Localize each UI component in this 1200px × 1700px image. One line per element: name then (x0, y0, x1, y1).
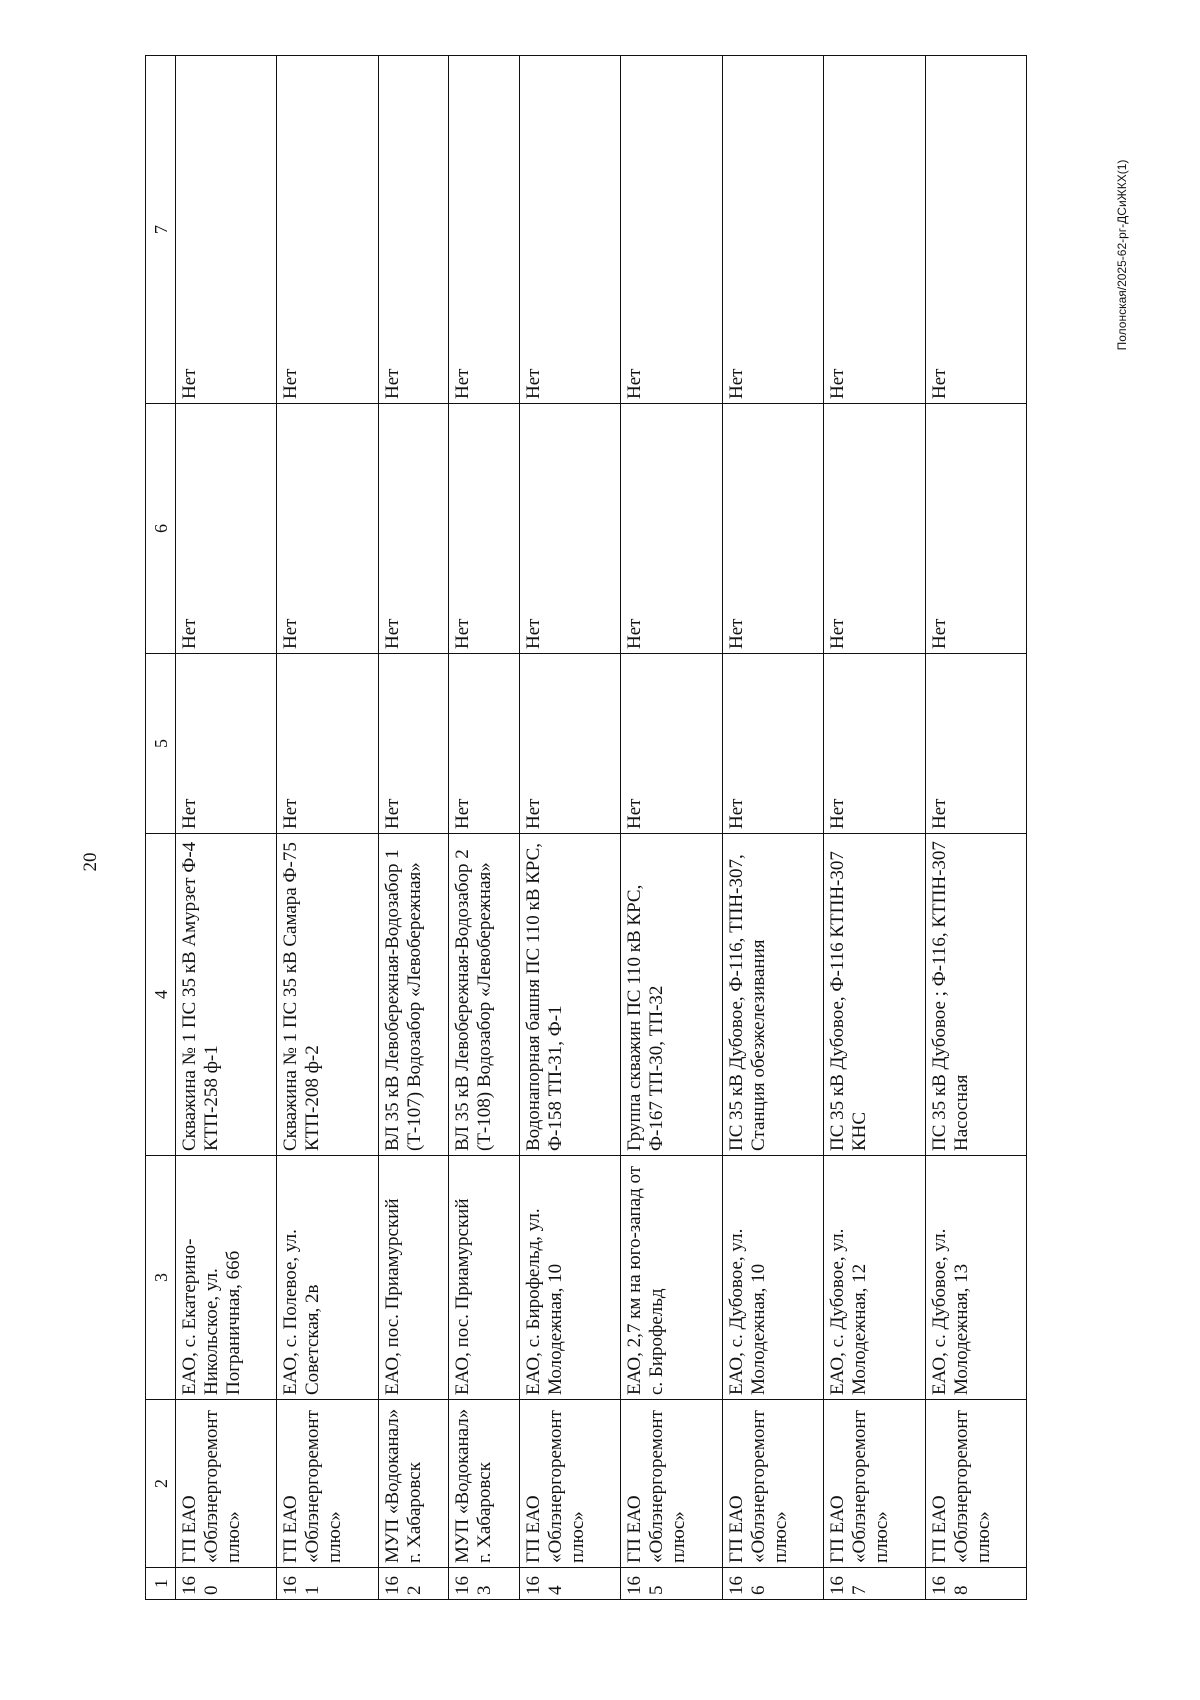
objects-table (145, 55, 1027, 1600)
column-header: 2 (146, 1400, 176, 1568)
address-cell: ЕАО, пос. Приамурский (449, 1156, 519, 1400)
row-number: 162 (378, 1568, 448, 1600)
col6-cell: Нет (176, 404, 277, 654)
row-number: 164 (519, 1568, 620, 1600)
column-header: 7 (146, 56, 176, 404)
row-number: 167 (824, 1568, 925, 1600)
col5-cell: Нет (176, 654, 277, 834)
table-row (378, 56, 448, 1600)
power-supply-cell: ПС 35 кВ Дубовое, Ф-116, ТПН-307, Станция обезжелезивания (722, 834, 823, 1156)
row-number: 165 (621, 1568, 722, 1600)
address-cell: ЕАО, с. Дубовое, ул. Молодежная, 12 (824, 1156, 925, 1400)
col5-cell: Нет (722, 654, 823, 834)
table-row (176, 56, 277, 1600)
col7-cell: Нет (176, 56, 277, 404)
column-header: 4 (146, 834, 176, 1156)
col5-cell: Нет (519, 654, 620, 834)
col6-cell: Нет (519, 404, 620, 654)
col6-cell: Нет (824, 404, 925, 654)
row-number: 166 (722, 1568, 823, 1600)
col5-cell: Нет (449, 654, 519, 834)
organization-cell: ГП ЕАО «Облэнергоремонт плюс» (277, 1400, 378, 1568)
row-number: 160 (176, 1568, 277, 1600)
address-cell: ЕАО, с. Дубовое, ул. Молодежная, 10 (722, 1156, 823, 1400)
table-row (621, 56, 722, 1600)
col7-cell: Нет (449, 56, 519, 404)
organization-cell: ГП ЕАО «Облэнергоремонт плюс» (176, 1400, 277, 1568)
col7-cell: Нет (722, 56, 823, 404)
row-number: 163 (449, 1568, 519, 1600)
address-cell: ЕАО, с. Полевое, ул. Советская, 2в (277, 1156, 378, 1400)
col6-cell: Нет (449, 404, 519, 654)
col5-cell: Нет (824, 654, 925, 834)
organization-cell: ГП ЕАО «Облэнергоремонт плюс» (925, 1400, 1027, 1568)
organization-cell: ГП ЕАО «Облэнергоремонт плюс» (519, 1400, 620, 1568)
address-cell: ЕАО, 2,7 км на юго-запад от с. Бирофельд (621, 1156, 722, 1400)
column-header: 1 (146, 1568, 176, 1600)
table-row (277, 56, 378, 1600)
address-cell: ЕАО, с. Дубовое, ул. Молодежная, 13 (925, 1156, 1027, 1400)
column-header: 6 (146, 404, 176, 654)
power-supply-cell: Водонапорная башня ПС 110 кВ КРС, Ф-158 ТП-31, Ф-1 (519, 834, 620, 1156)
document-code: Полонская/2025-62-рг-ДСиЖКХ(1) (1115, 159, 1129, 351)
table-row (824, 56, 925, 1600)
col6-cell: Нет (722, 404, 823, 654)
row-number: 161 (277, 1568, 378, 1600)
col6-cell: Нет (277, 404, 378, 654)
col6-cell: Нет (378, 404, 448, 654)
table-row (925, 56, 1027, 1600)
power-supply-cell: Группа скважин ПС 110 кВ КРС, Ф-167 ТП-30, ТП-32 (621, 834, 722, 1156)
power-supply-cell: ПС 35 кВ Дубовое ; Ф-116, КТПН-307 Насосная (925, 834, 1027, 1156)
col7-cell: Нет (824, 56, 925, 404)
col7-cell: Нет (925, 56, 1027, 404)
row-number: 168 (925, 1568, 1027, 1600)
power-supply-cell: ВЛ 35 кВ Левобережная-Водозабор 2 (Т-108) Водозабор «Левобережная» (449, 834, 519, 1156)
organization-cell: ГП ЕАО «Облэнергоремонт плюс» (824, 1400, 925, 1568)
col5-cell: Нет (925, 654, 1027, 834)
organization-cell: МУП «Водоканал» г. Хабаровск (378, 1400, 448, 1568)
address-cell: ЕАО, пос. Приамурский (378, 1156, 448, 1400)
organization-cell: МУП «Водоканал» г. Хабаровск (449, 1400, 519, 1568)
column-header: 5 (146, 654, 176, 834)
page-number: 20 (80, 852, 101, 872)
col7-cell: Нет (277, 56, 378, 404)
col6-cell: Нет (621, 404, 722, 654)
address-cell: ЕАО, с. Екатерино-Никольское, ул. Пограничная, 66б (176, 1156, 277, 1400)
organization-cell: ГП ЕАО «Облэнергоремонт плюс» (621, 1400, 722, 1568)
col7-cell: Нет (621, 56, 722, 404)
col5-cell: Нет (621, 654, 722, 834)
organization-cell: ГП ЕАО «Облэнергоремонт плюс» (722, 1400, 823, 1568)
col7-cell: Нет (378, 56, 448, 404)
col5-cell: Нет (277, 654, 378, 834)
column-header: 3 (146, 1156, 176, 1400)
address-cell: ЕАО, с. Бирофельд, ул. Молодежная, 10 (519, 1156, 620, 1400)
table-row (519, 56, 620, 1600)
power-supply-cell: Скважина № 1 ПС 35 кВ Самара Ф-75 КТП-208 ф-2 (277, 834, 378, 1156)
power-supply-cell: ПС 35 кВ Дубовое, Ф-116 КТПН-307 КНС (824, 834, 925, 1156)
col5-cell: Нет (378, 654, 448, 834)
power-supply-cell: ВЛ 35 кВ Левобережная-Водозабор 1 (Т-107) Водозабор «Левобережная» (378, 834, 448, 1156)
col6-cell: Нет (925, 404, 1027, 654)
power-supply-cell: Скважина № 1 ПС 35 кВ Амурзет Ф-4 КТП-258 ф-1 (176, 834, 277, 1156)
rotated-table-container (145, 56, 1027, 1600)
table-row (722, 56, 823, 1600)
table-row (449, 56, 519, 1600)
col7-cell: Нет (519, 56, 620, 404)
header-row (146, 56, 176, 1600)
